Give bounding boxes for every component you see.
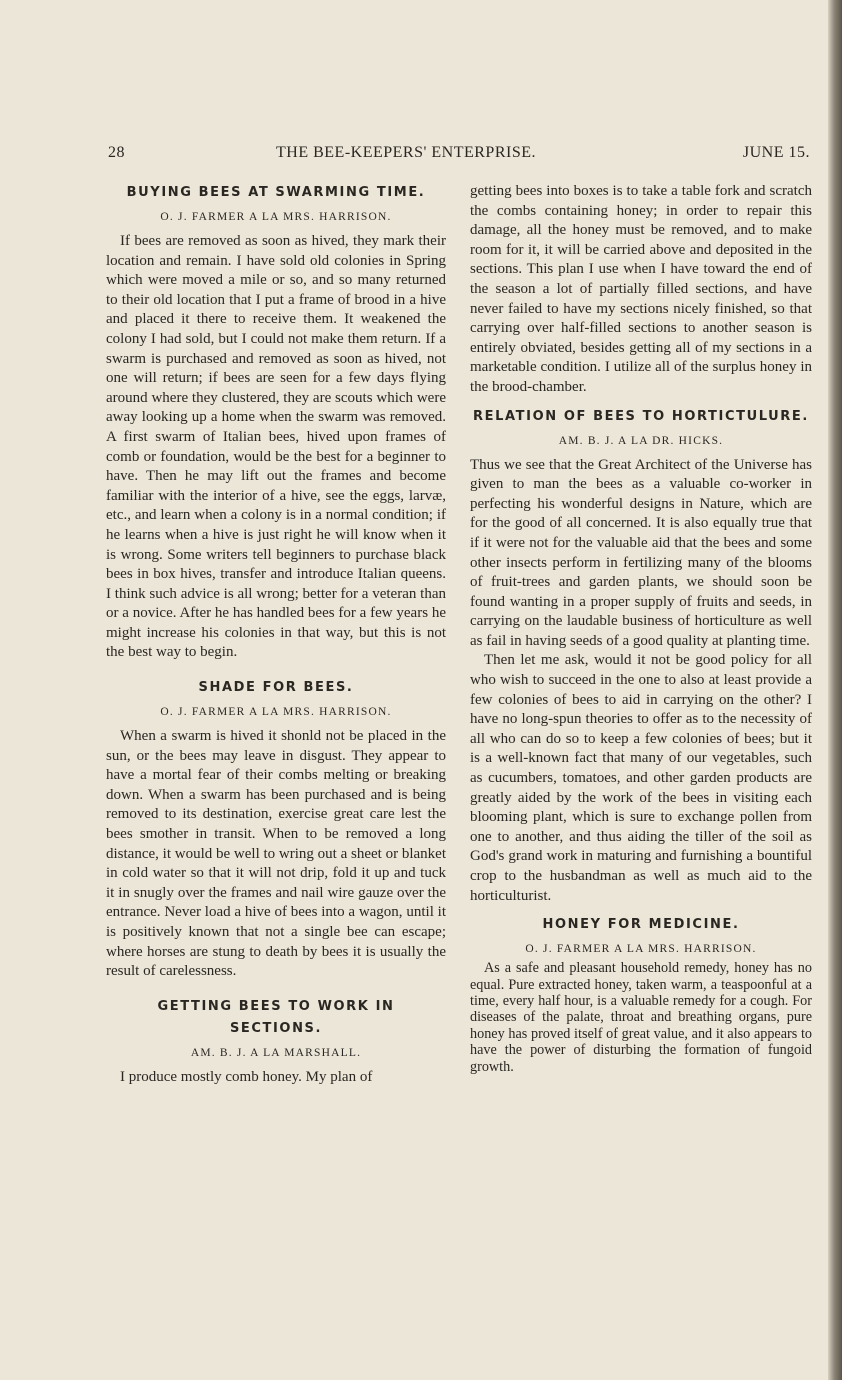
article-byline: O. J. FARMER A LA MRS. HARRISON. (525, 943, 757, 956)
article-paragraph: Then let me ask, would it not be good policy for all who wish to succeed in the one to also at least provide a few colonies of bees to aid in carrying on the other? I have no long-spun theories to offer as to the necessity of all who can do so to keep a few colonies of bees; but it is a well-known fact that many of our vegetables, such as cucumbers, tomatoes, and other garden products are greatly aided by the work of the bees in visiting each blooming plant, which is sure to exchange pollen from one to another, and thus aiding the tiller of the soil as God's grand work in maturing and furnishing a bountiful crop to the husbandman as well as much aid to the horticulturist. (470, 652, 812, 904)
page-header (108, 144, 810, 166)
article-paragraph: If bees are removed as soon as hived, they mark their location and remain. I have sold old colonies in Spring which were moved a mile or so, and so many returned to their old location that I put a frame of brood in a hive and placed it there to receive them. It weakened the colony I had sold, but I could not make them return. If a swarm is purchased and removed as soon as hived, not one will return; if bees are seen for a few days flying around where they clustered, they are scouts which were away looking up a home when the swarm was removed. A first swarm of Italian bees, hived upon frames of comb or foundation, would be the best for a beginner to have. Then he may lift out the frames and become familiar with the interior of a hive, see the eggs, larvæ, etc., and learn when a colony is in a normal condition; if he learns when a hive is just right he will know when it is wrong. Some writers tell beginners to purchase black bees in box hives, transfer and introduce Italian queens. I think such advice is all wrong; better for a veteran than or a novice. After he has handled bees for a few years he might increase his colonies in that way, but this is not the best way to begin. (106, 233, 446, 661)
right-column (470, 182, 812, 1075)
article-title: GETTING BEES TO WORK IN SECTIONS. (157, 998, 395, 1036)
journal-title: THE BEE-KEEPERS' ENTERPRISE. (276, 144, 536, 161)
article-paragraph-continued: getting bees into boxes is to take a table fork and scratch the combs containing honey; in order to repair this damage, all the honey must be removed, and to make room for it, it will be carried above and deposited in the sections. This plan I use when I have toward the end of the season a lot of partially filled sections, and have never failed to have my sections nicely finished, so that carrying over half-filled sections to another season is entirely obviated, besides getting all of my sections in a marketable condition. I utilize all of the surplus honey in the brood-chamber. (470, 183, 812, 395)
page-number: 28 (108, 144, 125, 161)
article-paragraph: When a swarm is hived it shonld not be placed in the sun, or the bees may leave in disgust. They appear to have a mortal fear of their combs melting or breaking down. When a swarm has been purchased and is being removed to its destination, exercise great care lest the bees smother in transit. When to be removed a long distance, it would be well to wring out a sheet or blanket in cold water so that it will not drip, fold it up and tuck it in snugly over the frames and nail wire gauze over the entrance. Never load a hive of bees into a wagon, until it is positively known that not a single bee can escape; where horses are stung to death by bees it is usually the result of carelessness. (106, 728, 446, 980)
article-paragraph: As a safe and pleasant household remedy, honey has no equal. Pure extracted honey, taken warm, a teaspoonful at a time, every half hour, is a valuable remedy for a cough. For diseases of the palate, throat and breathing organs, pure honey has proved itself of great value, and it also appears to have the power of disturbing the formation of fungoid growth. (470, 960, 812, 1075)
article-getting-bees-to-work (106, 996, 446, 1088)
article-relation-to-horticulture (470, 406, 812, 907)
article-byline: O. J. FARMER A LA MRS. HARRISON. (160, 706, 392, 719)
issue-date: JUNE 15. (742, 144, 810, 161)
article-byline: O. J. FARMER A LA MRS. HARRISON. (160, 211, 392, 223)
article-byline: AM. B. J. A LA MARSHALL. (190, 1046, 362, 1059)
article-buying-bees (106, 182, 446, 663)
book-binding-edge (828, 0, 842, 1380)
article-byline: AM. B. J. A LA DR. HICKS. (558, 434, 724, 447)
left-column (106, 182, 446, 1087)
article-shade-for-bees (106, 677, 446, 982)
article-paragraph: Thus we see that the Great Architect of the Universe has given to man the bees as a valuable co-worker in perfecting his wonderful designs in Nature, which are for the good of all concerned. It is also equally true that if it were not for the valuable aid that the bees and some other insects perform in fertilizing many of the blooms of fruit-trees and garden plants, we should soon be found wanting in a proper supply of fruits and seeds, in carrying on the laudable business of horticulture as well as fail in having seeds of a good quality at planting time. (470, 456, 812, 649)
article-title: BUYING BEES AT SWARMING TIME. (126, 185, 426, 200)
article-title: HONEY FOR MEDICINE. (542, 917, 740, 933)
article-honey-for-medicine (470, 914, 812, 1075)
article-title: SHADE FOR BEES. (198, 680, 354, 696)
article-paragraph-start: I produce mostly comb honey. My plan of (120, 1068, 373, 1085)
article-title: RELATION OF BEES TO HORTICTULURE. (473, 408, 809, 424)
